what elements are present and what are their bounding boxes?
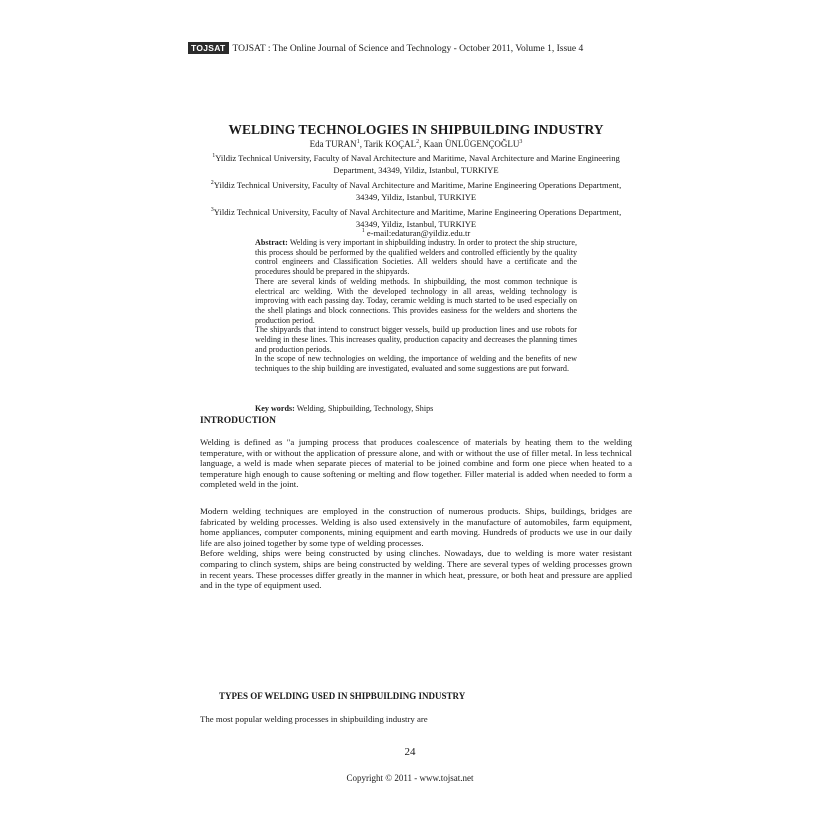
affiliation-mark: 3: [210, 207, 214, 213]
intro-paragraph: [200, 506, 632, 591]
journal-header: [188, 42, 628, 55]
author-name: Eda TURAN: [309, 139, 357, 149]
affiliation-mark: 2: [210, 180, 214, 186]
abstract-paragraph: In the scope of new technologies on welding, the importance of welding and the benefits of new techniques to the ship building are investigated, evaluated and some suggestions are put forward.: [255, 354, 577, 374]
author-name: Tarik KOÇAL: [364, 139, 417, 149]
affiliation-text: Yildiz Technical University, Faculty of Naval Architecture and Maritime, Naval Architecture and Marine Engineering Department, 34349, Yildiz, Istanbul, TURKIYE: [215, 152, 620, 175]
section-heading-welding-types: TYPES OF WELDING USED IN SHIPBUILDING INDUSTRY: [219, 691, 466, 701]
affiliation: [200, 150, 632, 176]
paper-title: WELDING TECHNOLOGIES IN SHIPBUILDING INDUSTRY: [228, 122, 604, 137]
paragraph-text: Modern welding techniques are employed in the construction of numerous products. Ships, buildings, bridges are fabricated by welding processes. Welding is also used extensively in the manufacture of automobiles, farm equipment, home appliances, computer components, mining equipment and earth moving. Hundreds of products we use in our daily life are also joined together by some type of welding processes.: [200, 506, 632, 548]
affiliation-mark: 1: [212, 153, 216, 159]
journal-logo: TOJSAT: [188, 42, 229, 54]
paragraph-text: Welding is defined as "a jumping process that produces coalescence of materials by heating them to the welding temperature, with or without the application of pressure alone, and with or without the use of filler metal. In less technical language, a weld is made when separate pieces of material to be joined combine and form one piece when heated to a temperature high enough to cause softening or melting and flow together. Filler material is added when needed to form a completed weld in the joint.: [200, 437, 632, 490]
abstract-paragraph: [255, 238, 577, 277]
intro-paragraph: [200, 437, 632, 490]
keywords: [255, 404, 577, 414]
section-lead-sentence: The most popular welding processes in shipbuilding industry are: [200, 714, 428, 724]
paragraph-text: Before welding, ships were being constructed by using clinches. Nowadays, due to welding is more water resistant comparing to clinch system, ships are being constructed by welding. There are several types of welding processes grown in recent years. These processes differ greatly in the manner in which heat, pressure, or both heat and pressure are applied and in the type of equipment used.: [200, 548, 632, 591]
abstract-paragraph: There are several kinds of welding methods. In shipbuilding, the most common technique is electrical arc welding. With the developed technology in all areas, welding technology is improving with each passing day. Today, ceramic welding is much started to be used especially on the shell platings and block connections. This provides easiness for the welders and shortens the production period.: [255, 276, 577, 325]
author-separator: ,: [419, 139, 424, 149]
email-text: e-mail:edaturan@yildiz.edu.tr: [366, 227, 471, 238]
author-affiliation-mark: 2: [416, 139, 420, 145]
author-affiliation-mark: 1: [356, 139, 360, 145]
keywords-text: Welding, Shipbuilding, Technology, Ships: [296, 404, 434, 413]
affiliation: [200, 177, 632, 203]
author-name: Kaan ÜNLÜGENÇOĞLU: [423, 139, 520, 149]
affiliation-text: Yildiz Technical University, Faculty of Naval Architecture and Maritime, Marine Engineering Operations Department, 34349, Yildiz, Istanbul, TURKIYE: [213, 179, 622, 202]
page-number: 24: [404, 746, 416, 758]
author-affiliation-mark: 3: [519, 139, 523, 145]
contact-email: [200, 226, 632, 239]
abstract-label: Abstract:: [255, 238, 288, 247]
abstract-paragraph: The shipyards that intend to construct bigger vessels, build up production lines and use robots for welding in these lines. This increases quality, production capacity and decreases the planning times and production periods.: [255, 325, 577, 354]
copyright-notice: Copyright © 2011 - www.tojsat.net: [346, 773, 474, 783]
email-mark: 1: [361, 228, 365, 234]
keywords-label: Key words:: [255, 404, 295, 413]
abstract: [255, 238, 577, 374]
author-separator: ,: [359, 139, 365, 149]
abstract-text: Welding is very important in shipbuilding industry. In order to protect the ship structure, this process should be performed by the qualified welders and controlled efficiently by the quality control engineers and Classification Societies. All welders should have a certificate and the procedures should be prepared in the shipyards.: [255, 238, 577, 277]
author-list: [200, 137, 632, 150]
journal-citation: TOJSAT : The Online Journal of Science and Technology - October 2011, Volume 1, Issue 4: [232, 44, 584, 54]
section-heading-introduction: INTRODUCTION: [200, 416, 277, 426]
affiliation-text: Yildiz Technical University, Faculty of Naval Architecture and Maritime, Marine Engineering Operations Department, 34349, Yildiz, Istanbul, TURKIYE: [213, 206, 622, 229]
